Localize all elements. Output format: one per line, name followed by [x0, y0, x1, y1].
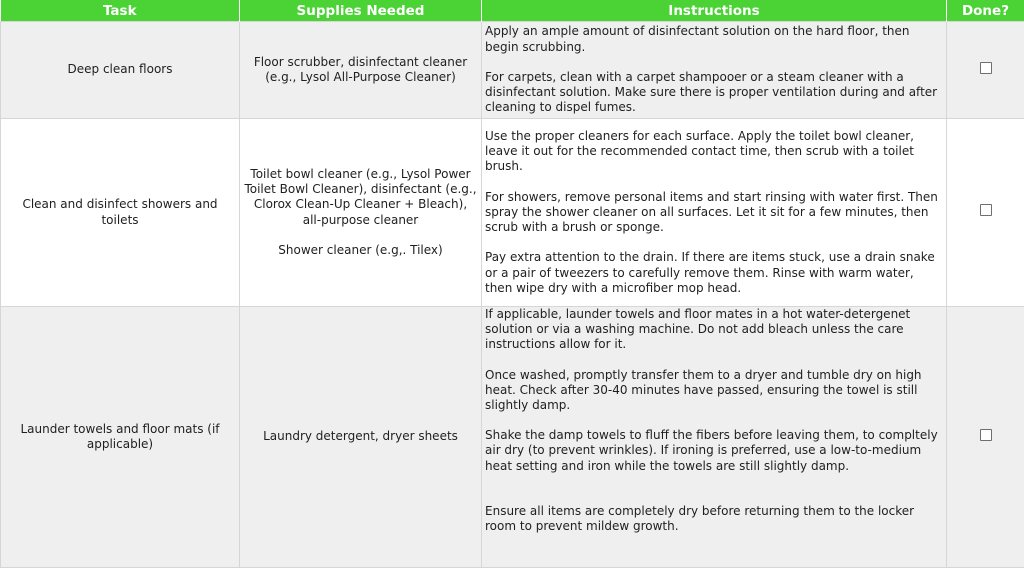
done-cell	[947, 119, 1024, 307]
task-cell: Deep clean floors	[1, 22, 240, 119]
instruction-paragraph: For carpets, clean with a carpet shampooer or a steam cleaner with a disinfectant solution. Make sure there is proper ventilation during and after cleaning to dispel fumes.	[485, 70, 943, 116]
task-cell: Clean and disinfect showers and toilets	[1, 119, 240, 307]
done-checkbox[interactable]	[980, 204, 992, 216]
done-cell	[947, 22, 1024, 119]
supplies-cell	[240, 307, 482, 568]
done-checkbox[interactable]	[980, 429, 992, 441]
table-row	[1, 22, 1024, 119]
header-row	[1, 0, 1024, 22]
table-row	[1, 119, 1024, 307]
done-cell	[947, 307, 1024, 568]
instruction-paragraph: For showers, remove personal items and start rinsing with water first. Then spray the shower cleaner on all surfaces. Let it sit for a few minutes, then scrub with a brush or sponge.	[485, 190, 943, 236]
instructions-cell	[482, 119, 947, 307]
instruction-paragraph: Ensure all items are completely dry before returning them to the locker room to prevent mildew growth.	[485, 504, 943, 534]
instruction-paragraph: Shake the damp towels to fluff the fibers before leaving them, to compltely air dry (to prevent wrinkles). If ironing is preferred, use a low-to-medium heat setting and iron while the towels are still slightly damp.	[485, 428, 943, 474]
supplies-text: Shower cleaner (e.g,. Tilex)	[244, 243, 477, 258]
instruction-paragraph: Pay extra attention to the drain. If there are items stuck, use a drain snake or a pair of tweezers to carefully remove them. Rinse with warm water, then wipe dry with a microfiber mop head.	[485, 250, 943, 296]
header-instructions: Instructions	[482, 0, 947, 22]
instruction-paragraph: Use the proper cleaners for each surface. Apply the toilet bowl cleaner, leave it out for the recommended contact time, then scrub with a toilet brush.	[485, 129, 943, 175]
header-supplies: Supplies Needed	[240, 0, 482, 22]
task-cell: Launder towels and floor mats (if applicable)	[1, 307, 240, 568]
header-task: Task	[1, 0, 240, 22]
instruction-paragraph: If applicable, launder towels and floor mates in a hot water-detergenet solution or via a washing machine. Do not add bleach unless the care instructions allow for it.	[485, 307, 943, 353]
supplies-text: Laundry detergent, dryer sheets	[244, 429, 477, 444]
instruction-paragraph: Apply an ample amount of disinfectant solution on the hard floor, then begin scrubbing.	[485, 24, 943, 54]
instructions-cell	[482, 307, 947, 568]
supplies-text: Toilet bowl cleaner (e.g., Lysol Power Toilet Bowl Cleaner), disinfectant (e.g., Clorox Clean-Up Cleaner + Bleach), all-purpose cleaner	[244, 167, 477, 228]
supplies-cell	[240, 119, 482, 307]
supplies-text: Floor scrubber, disinfectant cleaner (e.g., Lysol All-Purpose Cleaner)	[244, 55, 477, 85]
instructions-cell	[482, 22, 947, 119]
header-done: Done?	[947, 0, 1024, 22]
supplies-cell	[240, 22, 482, 119]
instruction-paragraph: Once washed, promptly transfer them to a dryer and tumble dry on high heat. Check after 30-40 minutes have passed, ensuring the towel is still slightly damp.	[485, 368, 943, 414]
table-row	[1, 307, 1024, 568]
done-checkbox[interactable]	[980, 62, 992, 74]
